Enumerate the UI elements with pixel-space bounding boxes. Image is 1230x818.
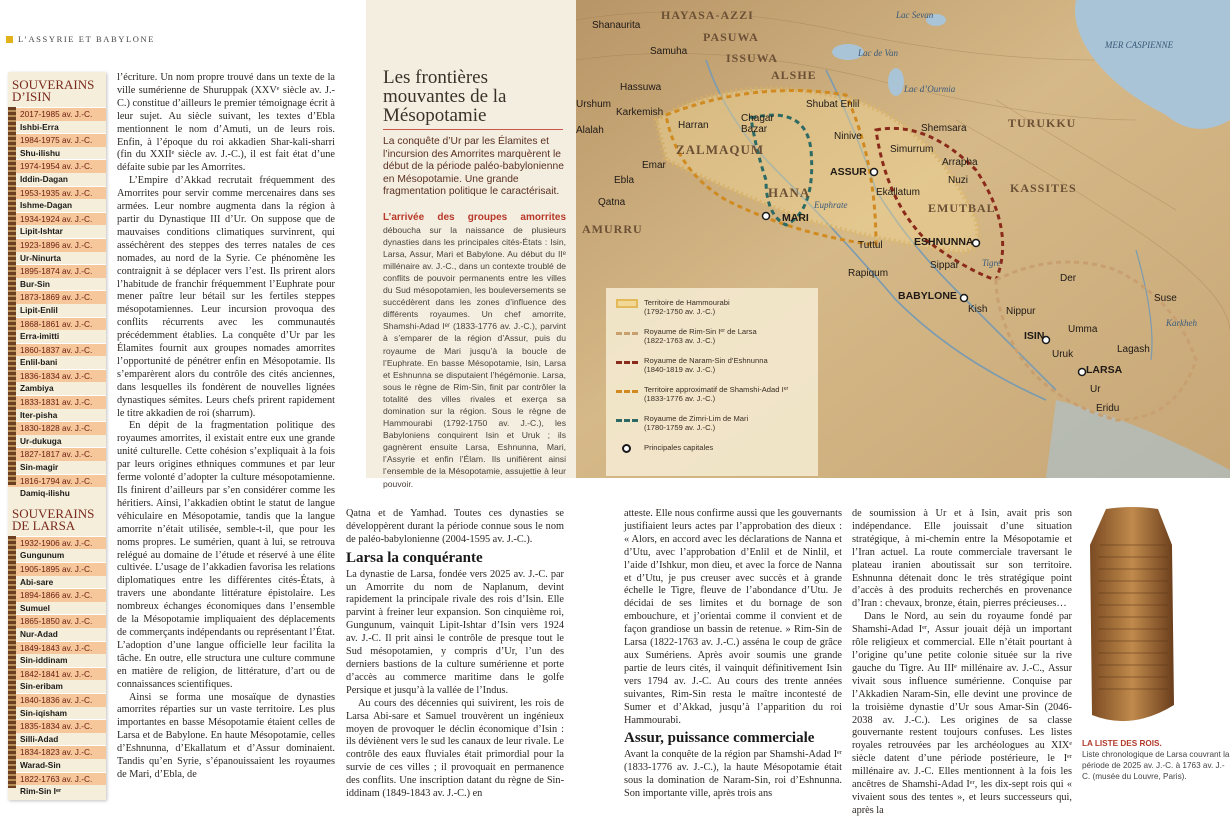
city-label: Simurrum: [890, 144, 934, 155]
capital-assur-marker: [871, 169, 878, 176]
king-name: Ur-Ninurta: [20, 252, 62, 263]
region-label: HAYASA-AZZI: [661, 8, 754, 22]
region-label: ZALMAQUM: [676, 142, 765, 157]
reign-dates: 1923-1896 av. J.-C.: [8, 238, 106, 252]
legend-item: [616, 385, 788, 403]
paragraph: de soumission à Ur et à Isin, avait pris son indépendance. Elle jouissait d’une situation stratégique, à mi-chemin entre la Mésopotamie et l’Iran actuel. La route commerciale traversant le plateau iranien aboutissait sur son territoire. Eshnunna détenait donc le très stratégique point d’accès à des produits recherchés en provenance d’Iran : chevaux, bronze, étain, pierres précieuses…: [852, 508, 1072, 610]
legend-item: [616, 414, 748, 432]
reign-dates: 1873-1869 av. J.-C.: [8, 290, 106, 304]
king-name: Abi-sare: [20, 576, 54, 587]
legend-label: Principales capitales: [644, 443, 714, 452]
panel-body: [366, 199, 576, 490]
city-label: Rapiqum: [848, 268, 889, 279]
isin-kings-list: [8, 107, 106, 500]
panel-lead: L’arrivée des groupes amorrites: [383, 211, 566, 223]
legend-swatch: [616, 332, 638, 335]
city-label: LARSA: [1086, 364, 1123, 376]
reign-dates: 1849-1843 av. J.-C.: [8, 641, 106, 655]
king-name: Sin-eribam: [20, 681, 63, 692]
reign-dates: 1816-1794 av. J.-C.: [8, 474, 106, 488]
legend-dates: (1840-1819 av. J.-C.): [644, 365, 716, 374]
king-name: Sin-magir: [20, 462, 59, 473]
city-label: Ekallatum: [876, 187, 920, 198]
city-label: Urshum: [576, 99, 612, 110]
region-label: PASUWA: [703, 30, 759, 44]
panel-title: Les frontières mouvantes de la Mésopotamie: [383, 67, 507, 126]
city-label: Nuzi: [948, 175, 969, 186]
capital-babylone-marker: [961, 295, 968, 302]
header-square-icon: [6, 36, 13, 43]
region-label: AMURRU: [582, 222, 643, 236]
map-legend: [606, 288, 818, 476]
city-label: ASSUR: [830, 166, 867, 178]
city-label: Tuttul: [858, 240, 883, 251]
kings-sidebar: [8, 72, 106, 800]
region-label: EMUTBAL: [928, 201, 996, 215]
capital-mari-marker: [763, 213, 770, 220]
king-name: Lipit-Enlil: [20, 304, 58, 315]
paragraph: Au cours des décennies qui suivirent, les rois de Larsa Abi-sare et Samuel trouvèrent un ingénieux moyen de provoquer le déclin économique d’Isin : ils déviènent vers le sud les canaux de leur rivale. Le contrôle des eaux fluviales était primordial pour la survie de ces villes ; il provoquait en permanence des conflits. Une inscription datant du règne de Sin-iddinam (1849-1843 av. J.-C.) en: [346, 697, 564, 800]
legend-label: Territoire approximatif de Shamshi-Adad Iᵉʳ: [644, 385, 789, 394]
paragraph: Qatna et de Yamhad. Toutes ces dynasties se développèrent durant la période connue sous le nom de paléo-babylonienne (2004-1595 av. J.-C.).: [346, 508, 564, 545]
section-heading: Larsa la conquérante: [346, 549, 483, 566]
larsa-kings-list: [8, 536, 106, 798]
legend-swatch: [616, 299, 638, 308]
river-label: Euphrate: [814, 200, 848, 210]
king-name: Lipit-Ishtar: [20, 226, 63, 237]
king-name: Zambiya: [20, 383, 54, 394]
info-panel: [366, 0, 576, 489]
paragraph: La dynastie de Larsa, fondée vers 2025 av. J.-C. par un Amorrite du nom de Naplanum, devint rapidement la principale rivale des rois d’Isin. Elle parvint à freiner leur expansion. Son cinquième roi, Gungunum, vainquit Lipit-Ishtar d’Isin vers 1924 av. J.-C. Il prit ainsi le contrôle de presque tout le Sud mésopotamien, y compris d’Ur, l’un des derniers bastions de la culture sumérienne et porte d’accès au commerce maritime dans le golfe Persique et jusqu’à la vallée de l’Indus.: [346, 568, 564, 696]
city-label: Harran: [678, 120, 709, 131]
legend-dates: (1792-1750 av. J.-C.): [644, 307, 716, 316]
larsa-title: SOUVERAINS DE LARSA: [12, 505, 95, 533]
king-list-tablet-image: [1086, 505, 1178, 731]
reign-dates: 1835-1834 av. J.-C.: [8, 719, 106, 733]
reign-dates: 1822-1763 av. J.-C.: [8, 772, 106, 786]
legend-label: Royaume de Zimri-Lim de Mari: [644, 414, 749, 423]
king-name: Sumuel: [20, 602, 50, 613]
city-label: Uruk: [1052, 349, 1074, 360]
reign-dates: 1894-1866 av. J.-C.: [8, 588, 106, 602]
city-label: BABYLONE: [898, 290, 957, 302]
reign-dates: 1984-1975 av. J.-C.: [8, 133, 106, 147]
reign-dates: 1836-1834 av. J.-C.: [8, 369, 106, 383]
city-label: Shanaurita: [592, 20, 641, 31]
river-label: Karkheh: [1166, 318, 1197, 328]
lake-urmia-shape: [888, 68, 904, 96]
lake-label: Lac d’Ourmia: [904, 84, 956, 94]
city-label: Ur: [1090, 384, 1101, 395]
reign-dates: 1932-1906 av. J.-C.: [8, 536, 106, 550]
paragraph: Dans le Nord, au sein du royaume fondé par Shamshi-Adad Iᵉʳ, Assur jouait déjà un important rôle religieux et commercial. Elle n’était pourtant à l’origine qu’une petite colonie située sur la rive gauche du Tigre. Au IIIᵉ millénaire av. J.-C., Assur vivait sous influence sumérienne. Conquise par l’Akkadien Naram-Sin, elle devint une province de la troisième dynastie d’Ur sous Amar-Sin (2046-2038 av. J.-C.). Les origines de sa classe gouvernante restent toujours confuses. Les listes royales retrouvées par les archéologues au XIXᵉ siècle datent d’une période postérieure, le Iᵉʳ millénaire av. J.-C. Elles mentionnent à la fois les ancêtres de Shamshi-Adad Iᵉʳ, les dix-sept rois qui « vivaient sous des tentes », et leurs successeurs qui, après la: [852, 611, 1072, 816]
king-name: Sin-iddinam: [20, 655, 68, 666]
paragraph: Avant la conquête de la région par Shamshi-Adad Iᵉʳ (1833-1776 av. J.-C.), la haute Mésopotamie était sous la domination de Naram-Sin, roi d’Eshnunna. Son importante ville, après trois ans: [624, 749, 842, 800]
section-title: L’ASSYRIE ET BABYLONE: [18, 34, 156, 44]
reign-dates: 1834-1823 av. J.-C.: [8, 745, 106, 759]
reign-dates: 2017-1985 av. J.-C.: [8, 107, 106, 121]
text-column-4: [852, 508, 1072, 818]
king-name: Enlil-bani: [20, 357, 58, 368]
reign-dates: 1934-1924 av. J.-C.: [8, 212, 106, 226]
legend-dates: (1780-1759 av. J.-C.): [644, 423, 716, 432]
city-label: Umma: [1068, 324, 1098, 335]
paragraph: atteste. Elle nous confirme aussi que les gouvernants justifiaient leurs actes par l’approbation des dieux : « Alors, en accord avec les déclarations de Nanna et d’Utu, avec l’approbation d’Enlil et de Ninlil, et l’aide d’Ishkur, mon dieu, et avec la force de Nanna et d’Utu, je pus creuser avec succès et à grande échelle le Tigre, fleuve de l’abondance d’Utu. Je décidai de ses limites et du bornage de son embouchure, et j’orientai comme il convient et de façon grandiose un bassin de retenue. » Rim-Sin de Larsa (1822-1763 av. J.-C.) asséna le coup de grâce aux Sumériens. Après avoir soumis une grande partie de leurs cités, il vainquit définitivement Isin vers 1794 av. J.-C. Au cours des trente années suivantes, Rim-Sin resta le maître incontesté de Sumer et d’Akkad, jusqu’à l’apparition du roi Hammourabi.: [624, 508, 842, 726]
paragraph: L’Empire d’Akkad recrutait fréquemment des Amorrites pour servir comme mercenaires dans ses armées. Leur nombre augmenta dans la région à partir du Dynastique III d’Ur. On suppose que de mauvaises conditions climatiques survinrent, qui asséchèrent des steppes des terres natales de ces nomades, au nord de la Syrie. Ce phénomène les contraignit à se déplacer vers l’est. Ils prirent alors l’habitude de franchir fréquemment l’Euphrate pour mener paître leur bétail sur les fertiles steppes mésopotamiennes. Leur incursion provoqua des conflits récurrents avec les communautés précédemment établies. La conquête d’Ur par les Élamites fournit aux groupes nomades amorrites l’opportunité de pénétrer enfin en Mésopotamie. Ils s’emparèrent alors du contrôle des cités anciennes, dans lesquelles ils fondèrent de nouvelles lignées dynastiques sémites. Leurs chefs prirent rapidement le titre akkadien de roi (sharrum).: [117, 175, 335, 419]
city-label: Suse: [1154, 293, 1177, 304]
panel-intro: La conquête d’Ur par les Élamites et l’incursion des Amorrites marquèrent le début de la période paléo-babylonienne en Mésopotamie. Une grande fragmentation politique le caractérisait.: [383, 136, 564, 197]
reign-dates: 1827-1817 av. J.-C.: [8, 447, 106, 461]
king-name: Shu-ilishu: [20, 147, 61, 158]
mesopotamia-map: [576, 0, 1230, 478]
legend-item: [616, 443, 713, 453]
king-name: Damiq-ilishu: [20, 488, 70, 499]
city-label: Shubat Enlil: [806, 99, 860, 110]
city-label: Qatna: [598, 197, 626, 208]
city-label: Sippar: [930, 260, 959, 271]
city-label: Kish: [968, 304, 988, 315]
king-name: Ishme-Dagan: [20, 200, 73, 211]
legend-dates: (1822-1763 av. J.-C.): [644, 336, 716, 345]
region-label: KASSITES: [1010, 181, 1077, 195]
city-label: Shemsara: [921, 123, 967, 134]
legend-swatch: [616, 361, 638, 364]
city-label: MARI: [782, 212, 809, 224]
city-label: Hassuwa: [620, 82, 662, 93]
king-name: Erra-imitti: [20, 331, 60, 342]
isin-title: SOUVERAINS D’ISIN: [12, 77, 95, 104]
king-name: Nur-Adad: [20, 628, 58, 639]
ruler-strip: [8, 536, 16, 788]
king-name: Silli-Adad: [20, 733, 59, 744]
city-label: ISIN: [1024, 330, 1045, 342]
reign-dates: 1865-1850 av. J.-C.: [8, 614, 106, 628]
city-label: Nippur: [1006, 306, 1036, 317]
region-label: ALSHE: [771, 68, 817, 82]
king-name: Bur-Sin: [20, 278, 50, 289]
lake-label: Lac de Van: [858, 48, 898, 58]
text-column-2: [346, 508, 564, 801]
legend-label: Royaume de Rim-Sin Iᵉʳ de Larsa: [644, 327, 757, 336]
river-label: Tigre: [982, 258, 1001, 268]
city-label: Eridu: [1096, 403, 1120, 414]
king-name: Warad-Sin: [20, 759, 61, 770]
legend-swatch: [616, 390, 638, 393]
reign-dates: 1895-1874 av. J.-C.: [8, 264, 106, 278]
region-label: ISSUWA: [726, 51, 779, 65]
paragraph: Ainsi se forma une mosaïque de dynasties amorrites réparties sur un vaste territoire. Les plus importantes en basse Mésopotamie étaient celles de Larsa et de Babylone. En haute Mésopotamie, celles d’Eshnunna, d’Ekallatum et d’Assur dominaient. Tandis qu’en Syrie, s’épanouissaient les royaumes de Mari, d’Ebla, de: [117, 691, 335, 780]
city-label: Ebla: [614, 175, 635, 186]
region-label: HANA: [768, 185, 811, 200]
city-label: Karkemish: [616, 107, 664, 118]
city-label: Chagar Bazar: [741, 113, 774, 135]
reign-dates: 1860-1837 av. J.-C.: [8, 343, 106, 357]
city-label: Der: [1060, 273, 1077, 284]
king-name: Sin-iqisham: [20, 707, 68, 718]
city-label: ESHNUNNA: [914, 236, 974, 248]
reign-dates: 1905-1895 av. J.-C.: [8, 562, 106, 576]
text-column-1: [117, 72, 335, 782]
sea-label: MER CASPIENNE: [1104, 40, 1174, 50]
city-label: Alalah: [576, 125, 604, 136]
reign-dates: 1830-1828 av. J.-C.: [8, 421, 106, 435]
reign-dates: 1974-1954 av. J.-C.: [8, 159, 106, 173]
image-caption: [1082, 738, 1230, 782]
legend-dates: (1833-1776 av. J.-C.): [644, 394, 716, 403]
caption-title: LA LISTE DES ROIS.: [1082, 739, 1162, 748]
panel-body-text: déboucha sur la naissance de plusieurs dynasties dans les principales cités-États : Isin, Larsa, Assur, Mari et Babylone. Au début du IIᵉ millénaire av. J.-C., dans un contexte troublé de conflits de pouvoir permanents entre les villes du Sud mésopotamien, les bouleversements se succédèrent dans les zones d’influence des différents royaumes. Un chef amorrite, Shamshi-Adad Iᵉʳ (1833-1776 av. J.-C.), parvint à s’emparer de la région d’Assur, puis du royaume de Mari jusqu’à la boucle de l’Euphrate. En basse Mésopotamie, Isin, Larsa et Eshnunna se disputaient l’hégémonie. Larsa, sous le règne de Rim-Sin, finit par contrôler la totalité des villes rivales et exerça sa domination sur la région. Sous le règne de Hammourabi (1792-1750 av. J.-C.), les Babyloniens conquirent Isin et Uruk ; ils gagnèrent ensuite Larsa, Eshnunna, Mari, l’Assyrie et enfin l’Élam. Ils unifièrent ainsi l’ensemble de la Mésopotamie, assujettie à leur pouvoir.: [383, 224, 566, 489]
legend-swatch: [616, 419, 638, 422]
reign-dates: 1840-1836 av. J.-C.: [8, 693, 106, 707]
text-column-3: [624, 508, 842, 801]
section-heading: Assur, puissance commerciale: [624, 730, 815, 747]
city-label: Samuha: [650, 46, 688, 57]
lake-label: Lac Sevan: [896, 10, 934, 20]
section-header: [6, 34, 155, 44]
legend-label: Royaume de Naram-Sin d’Eshnunna: [644, 356, 768, 365]
ruler-strip: [8, 107, 16, 485]
king-name: Rim-Sin Iᵉʳ: [20, 786, 62, 797]
city-label: Ninive: [834, 131, 862, 142]
reign-dates: 1842-1841 av. J.-C.: [8, 667, 106, 681]
city-label: Lagash: [1117, 344, 1150, 355]
king-name: Iter-pisha: [20, 409, 58, 420]
paragraph: l’écriture. Un nom propre trouvé dans un texte de la ville sumérienne de Shuruppak (XXVᵉ siècle av. J.-C.) constitue d’ailleurs le premier témoignage écrit à leur sujet. Au siècle suivant, les textes d’Ebla mentionnent le nom d’Amuti, un de leurs rois. Enfin, à l’époque du roi akkadien Shar-kali-sharri (fin du XXIIᵉ siècle av. J.-C.), il est fait état d’une défaite subie par les Amorrites.: [117, 72, 335, 174]
king-name: Ur-dukuga: [20, 435, 62, 446]
legend-item: [616, 298, 730, 316]
capital-larsa-marker: [1079, 369, 1086, 376]
reign-dates: 1833-1831 av. J.-C.: [8, 395, 106, 409]
legend-item: [616, 356, 768, 374]
legend-label: Territoire de Hammourabi: [644, 298, 730, 307]
king-name: Ishbi-Erra: [20, 121, 59, 132]
paragraph: En dépit de la fragmentation politique des royaumes amorrites, il existait entre eux une grande unité culturelle. Cette cohésion s’expliquait à la fois par leurs origines ethniques communes et par leur ferme volonté d’adopter la culture mésopotamienne. Ils finirent d’ailleurs par s’en considérer comme les héritiers. Ainsi, l’akkadien obtint le statut de langue véhiculaire en Mésopotamie, tandis que la langue amorrite n’était utilisée, semble-t-il, que pour les noms propres. Le sumérien, quant à lui, se retrouva relégué au domaine de l’étude et réservé à une élite cultivée. L’usage de l’akkadien favorisa les relations diplomatiques entre les différentes cités-États, à travers une abondante littérature épistolaire. Les nombreux échanges économiques dans l’ensemble de la Mésopotamie impliquaient des déplacements de commerçants indépendants ou représentant l’État. L’adoption d’une langue officielle leur facilita la tâche. En outre, elle structura une culture commune en matière de religion, de littérature, d’art ou de connaissances scientifiques.: [117, 420, 335, 690]
legend-item: [616, 327, 757, 345]
king-name: Iddin-Dagan: [20, 173, 68, 184]
reign-dates: 1868-1861 av. J.-C.: [8, 317, 106, 331]
reign-dates: 1953-1935 av. J.-C.: [8, 186, 106, 200]
caption-text: Liste chronologique de Larsa couvrant la période de 2025 av. J.-C. à 1763 av. J.-C. (musée du Louvre, Paris).: [1082, 750, 1230, 781]
region-label: TURUKKU: [1008, 116, 1077, 130]
king-name: Gungunum: [20, 550, 65, 561]
capital-marker-icon: [622, 444, 631, 453]
city-label: Emar: [642, 160, 666, 171]
city-label: Arrapha: [942, 157, 978, 168]
